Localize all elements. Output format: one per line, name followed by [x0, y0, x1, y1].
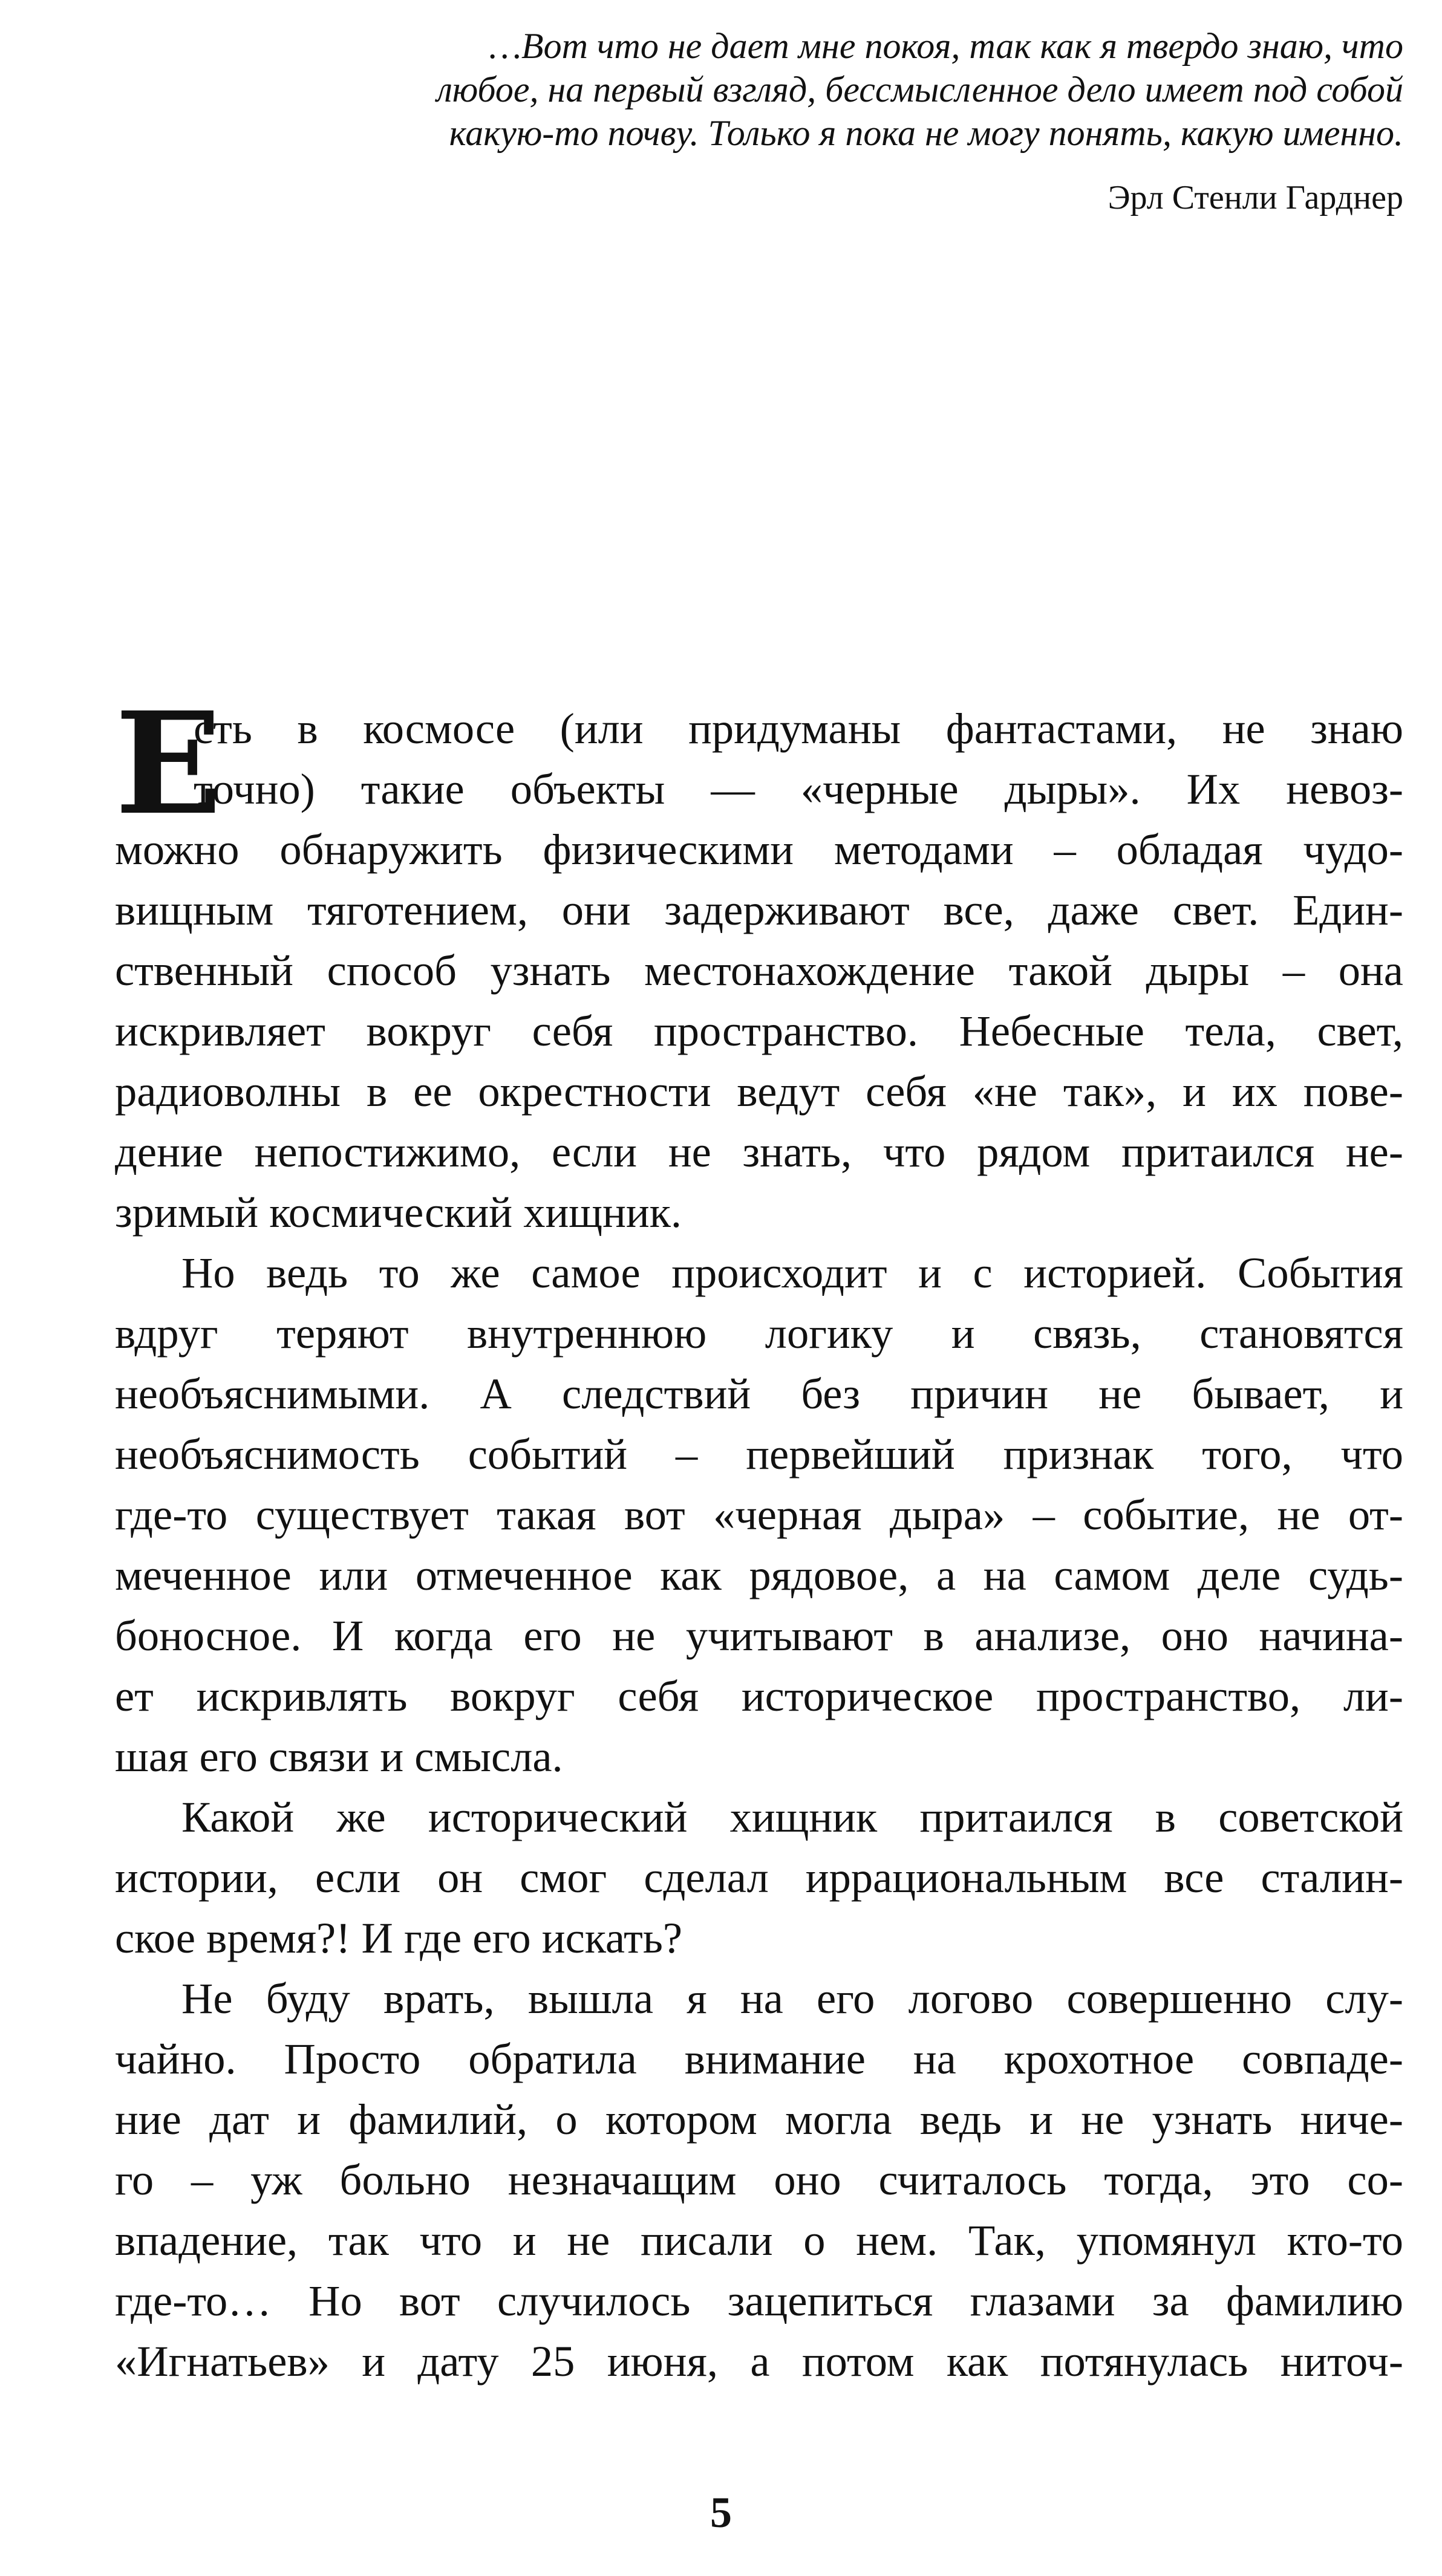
epigraph-line: какую-то почву. Только я пока не могу понять, какую именно.: [449, 113, 1403, 153]
epigraph-line: любое, на первый взгляд, бессмысленное дело имеет под собой: [436, 70, 1403, 109]
paragraph: [115, 1787, 1403, 1968]
paragraph: [115, 1243, 1403, 1787]
epigraph: [315, 24, 1403, 219]
text-line: дение непостижимо, если не знать, что рядом притаился не-: [115, 1127, 1403, 1176]
main-text: [115, 681, 1403, 2392]
text-line: зримый космический хищник.: [115, 1188, 682, 1237]
text-line: вдруг теряют внутреннюю логику и связь, становятся: [115, 1309, 1403, 1358]
text-line: Но ведь то же самое происходит и с историей. События: [181, 1248, 1403, 1297]
text-line: искривляет вокруг себя пространство. Небесные тела, свет,: [115, 1006, 1403, 1055]
text-line: «Игнатьев» и дату 25 июня, а потом как потянулась ниточ-: [115, 2337, 1403, 2386]
text-line: боносное. И когда его не учитывают в анализе, оно начина-: [115, 1611, 1403, 1660]
text-line: сть в космосе (или придуманы фантастами, не знаю: [194, 704, 1403, 753]
text-line: ние дат и фамилий, о котором могла ведь и не узнать ниче-: [115, 2095, 1403, 2144]
text-line: ственный способ узнать местонахождение такой дыры – она: [115, 946, 1403, 995]
drop-cap: Е: [115, 681, 222, 846]
text-line: меченное или отмеченное как рядовое, а на самом деле судь-: [115, 1550, 1403, 1599]
text-line: ет искривлять вокруг себя историческое пространство, ли-: [115, 1671, 1403, 1720]
epigraph-line: …Вот что не дает мне покоя, так как я твердо знаю, что: [489, 26, 1403, 66]
paragraphs: [115, 681, 1403, 2392]
text-line: можно обнаружить физическими методами – обладая чудо-: [115, 825, 1403, 874]
text-line: чайно. Просто обратила внимание на крохотное совпаде-: [115, 2034, 1403, 2083]
text-line: где-то… Но вот случилось зацепиться глазами за фамилию: [115, 2276, 1403, 2325]
text-line: ское время?! И где его искать?: [115, 1913, 683, 1962]
text-line: шая его связи и смысла.: [115, 1732, 563, 1781]
paragraph: [115, 681, 1403, 1243]
text-line: истории, если он смог сделал иррациональным все сталин-: [115, 1853, 1403, 1902]
text-line: необъяснимость событий – первейший признак того, что: [115, 1429, 1403, 1478]
text-line: радиоволны в ее окрестности ведут себя «не так», и их пове-: [115, 1067, 1403, 1116]
page-number: 5: [710, 2488, 732, 2537]
epigraph-author: Эрл Стенли Гарднер: [1108, 179, 1403, 216]
text-line: Какой же исторический хищник притаился в советской: [181, 1792, 1403, 1841]
text-line: необъяснимыми. А следствий без причин не бывает, и: [115, 1369, 1403, 1418]
text-line: го – уж больно незначащим оно считалось тогда, это со-: [115, 2155, 1403, 2204]
text-line: точно) такие объекты — «черные дыры». Их невоз-: [194, 764, 1403, 813]
text-line: вищным тяготением, они задерживают все, даже свет. Един-: [115, 885, 1403, 934]
text-line: Не буду врать, вышла я на его логово совершенно слу-: [181, 1974, 1403, 2023]
paragraph: [115, 1968, 1403, 2392]
text-line: впадение, так что и не писали о нем. Так, упомянул кто-то: [115, 2216, 1403, 2265]
text-line: где-то существует такая вот «черная дыра» – событие, не от-: [115, 1490, 1403, 1539]
